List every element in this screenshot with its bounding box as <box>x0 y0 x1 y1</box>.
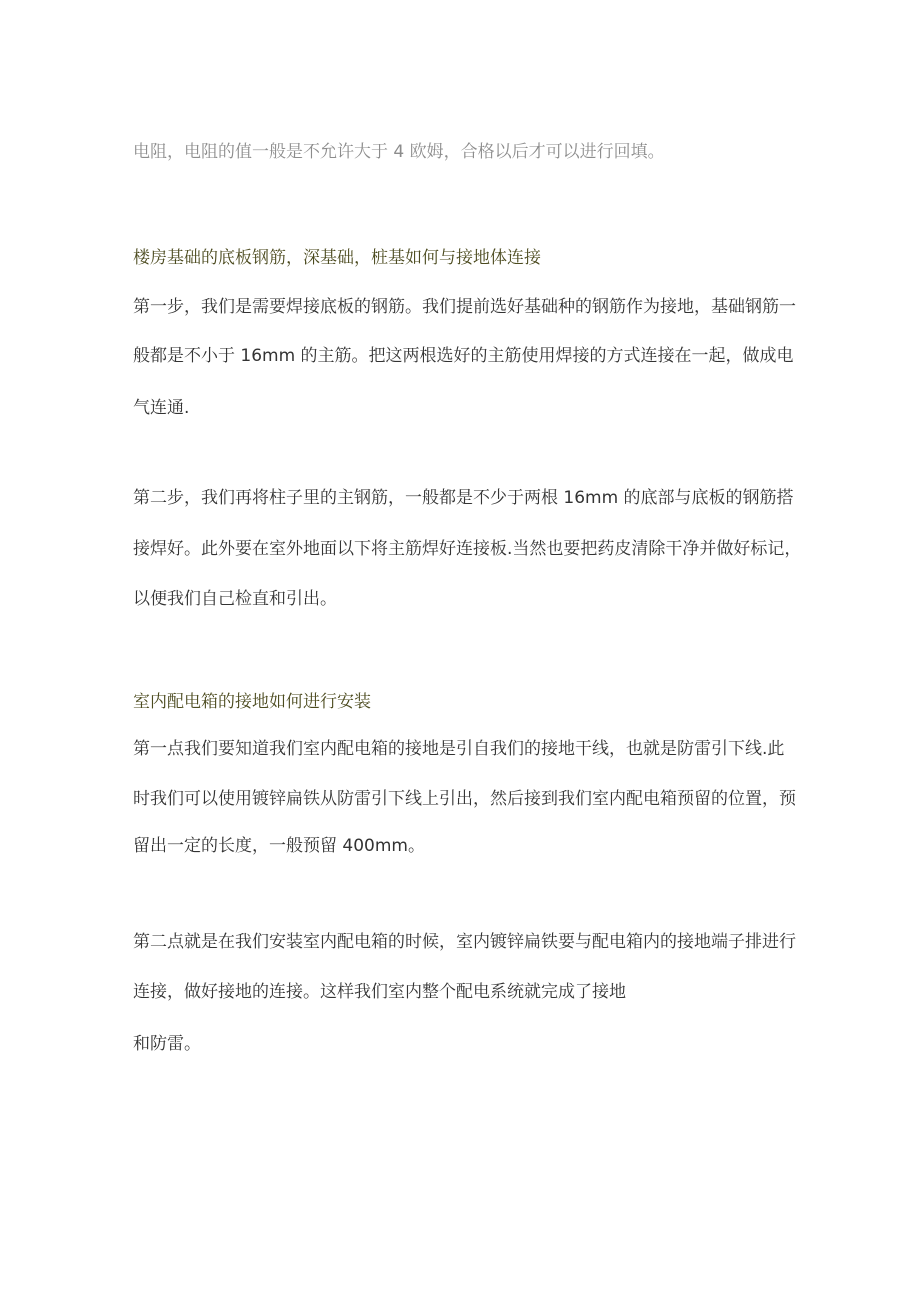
paragraph-line: 第一点我们要知道我们室内配电箱的接地是引自我们的接地干线，也就是防雷引下线.此 <box>133 739 785 759</box>
paragraph-line: 接焊好。此外要在室外地面以下将主筋焊好连接板.当然也要把药皮清除干净并做好标记， <box>133 539 802 559</box>
paragraph-line: 气连通. <box>133 398 190 418</box>
intro-line: 电阻，电阻的值一般是不允许大于 4 欧姆，合格以后才可以进行回填。 <box>133 142 665 162</box>
paragraph-line: 第二步，我们再将柱子里的主钢筋，一般都是不少于两根 16mm 的底部与底板的钢筋搭 <box>133 488 794 508</box>
paragraph-line: 第二点就是在我们安装室内配电箱的时候，室内镀锌扁铁要与配电箱内的接地端子排进行 <box>133 932 796 952</box>
paragraph-line: 第一步，我们是需要焊接底板的钢筋。我们提前选好基础种的钢筋作为接地，基础钢筋一 <box>133 297 796 317</box>
paragraph-line: 以便我们自己检直和引出。 <box>133 589 337 609</box>
section-heading-distribution-box: 室内配电箱的接地如何进行安装 <box>133 692 371 712</box>
section-heading-foundation: 楼房基础的底板钢筋，深基础，桩基如何与接地体连接 <box>133 248 541 268</box>
paragraph-line: 和防雷。 <box>133 1034 201 1054</box>
paragraph-line: 时我们可以使用镀锌扁铁从防雷引下线上引出，然后接到我们室内配电箱预留的位置，预 <box>133 789 796 809</box>
paragraph-line: 留出一定的长度，一般预留 400mm。 <box>133 836 425 856</box>
paragraph-line: 般都是不小于 16mm 的主筋。把这两根选好的主筋使用焊接的方式连接在一起，做成电 <box>133 346 794 366</box>
paragraph-line: 连接，做好接地的连接。这样我们室内整个配电系统就完成了接地 <box>133 982 626 1002</box>
